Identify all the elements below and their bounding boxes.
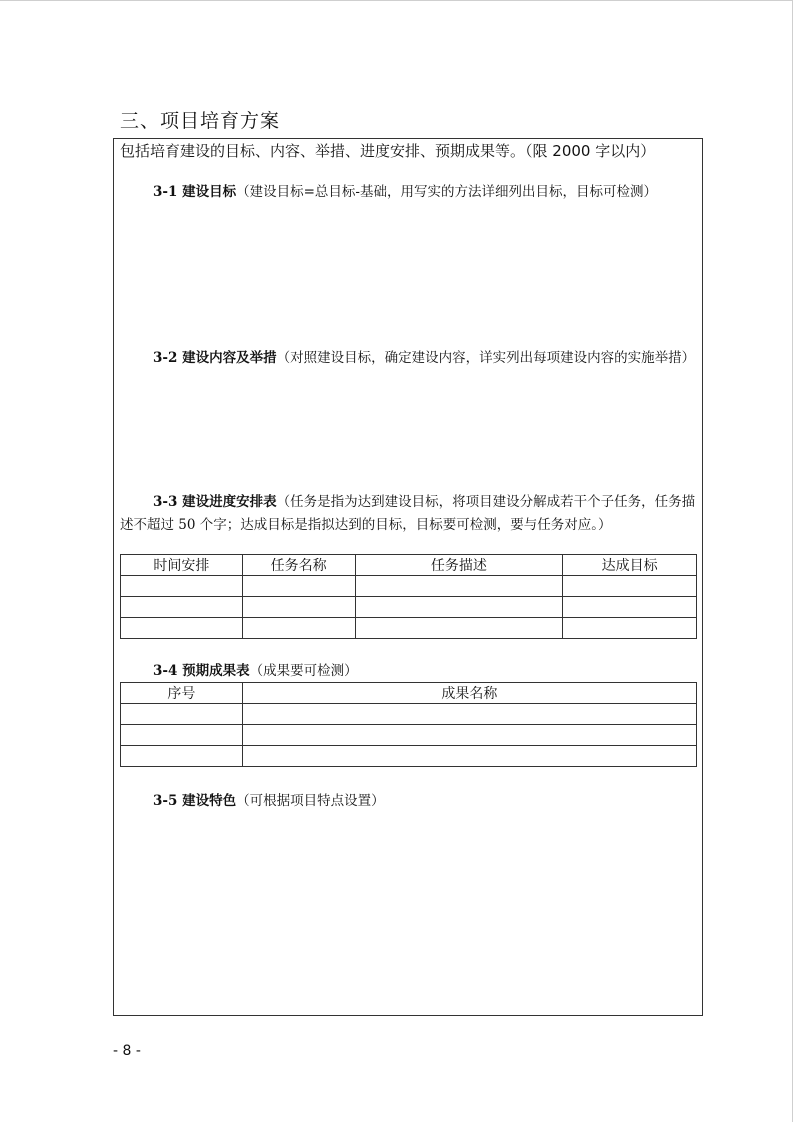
table-cell[interactable] bbox=[242, 746, 696, 767]
section-heading: 三、项目培育方案 bbox=[120, 110, 281, 132]
results-table bbox=[120, 682, 697, 767]
section-3-4 bbox=[120, 660, 698, 683]
section-3-2 bbox=[120, 347, 698, 370]
section-lead: 3-1 建设目标 bbox=[153, 184, 237, 200]
section-lead: 3-5 建设特色 bbox=[153, 793, 237, 809]
table-header-cell: 任务名称 bbox=[242, 555, 355, 576]
table-cell[interactable] bbox=[121, 576, 243, 597]
section-desc: （建设目标=总目标-基础，用写实的方法详细列出目标，目标可检测） bbox=[236, 184, 657, 200]
table-cell[interactable] bbox=[242, 576, 355, 597]
table-header-row bbox=[121, 555, 697, 576]
section-desc: （成果要可检测） bbox=[249, 663, 358, 679]
section-lead: 3-4 预期成果表 bbox=[153, 663, 250, 679]
table-row bbox=[121, 597, 697, 618]
table-header-cell: 达成目标 bbox=[563, 555, 697, 576]
table-cell[interactable] bbox=[242, 597, 355, 618]
section-desc: （任务是指为达到建设目标，将项目建设分解成若干个子任务，任务描述不超过 50 个字；达成目标是指拟达到的目标，目标要可检测，要与任务对应。） bbox=[120, 494, 696, 533]
table-header-cell: 成果名称 bbox=[242, 683, 696, 704]
table-cell[interactable] bbox=[355, 597, 563, 618]
section-lead: 3-3 建设进度安排表 bbox=[153, 494, 277, 510]
table-cell[interactable] bbox=[121, 746, 243, 767]
table-row bbox=[121, 576, 697, 597]
table-header-cell: 序号 bbox=[121, 683, 243, 704]
page-number: - 8 - bbox=[113, 1043, 141, 1059]
table-row bbox=[121, 746, 697, 767]
table-cell[interactable] bbox=[355, 618, 563, 639]
table-cell[interactable] bbox=[355, 576, 563, 597]
table-header-row bbox=[121, 683, 697, 704]
section-desc: （对照建设目标，确定建设内容，详实列出每项建设内容的实施举措） bbox=[276, 350, 696, 366]
table-header-cell: 任务描述 bbox=[355, 555, 563, 576]
table-cell[interactable] bbox=[563, 618, 697, 639]
table-cell[interactable] bbox=[121, 725, 243, 746]
table-header-cell: 时间安排 bbox=[121, 555, 243, 576]
section-3-3 bbox=[120, 491, 698, 537]
page-edge bbox=[0, 0, 793, 1]
section-lead: 3-2 建设内容及举措 bbox=[153, 350, 277, 366]
section-3-1 bbox=[120, 181, 698, 204]
intro-text: 包括培育建设的目标、内容、举措、进度安排、预期成果等。（限 2000 字以内） bbox=[120, 142, 656, 160]
table-row bbox=[121, 704, 697, 725]
table-row bbox=[121, 725, 697, 746]
table-cell[interactable] bbox=[563, 597, 697, 618]
table-cell[interactable] bbox=[563, 576, 697, 597]
table-cell[interactable] bbox=[121, 704, 243, 725]
section-3-5 bbox=[120, 790, 698, 813]
table-cell[interactable] bbox=[242, 618, 355, 639]
schedule-table bbox=[120, 554, 697, 639]
section-desc: （可根据项目特点设置） bbox=[236, 793, 385, 809]
table-row bbox=[121, 618, 697, 639]
table-cell[interactable] bbox=[121, 597, 243, 618]
table-cell[interactable] bbox=[242, 704, 696, 725]
table-cell[interactable] bbox=[242, 725, 696, 746]
table-cell[interactable] bbox=[121, 618, 243, 639]
